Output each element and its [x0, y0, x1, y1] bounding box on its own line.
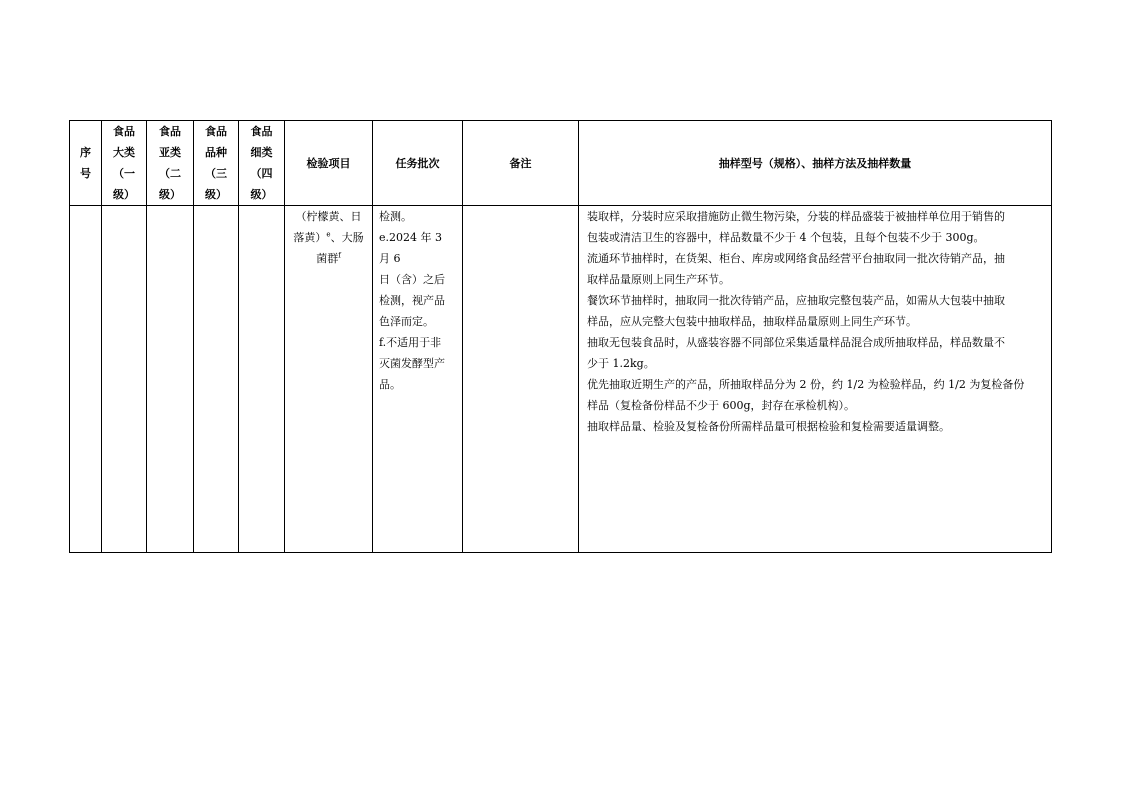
task-batch-line: 检测。: [379, 210, 412, 223]
inspection-item-line: 落黄）$^e$、大肠: [293, 230, 364, 244]
sampling-method-line: 抽取无包装食品时，从盛装容器不同部位采集适量样品混合成所抽取样品，样品数量不: [587, 336, 1005, 349]
header-category-level4: 食品 细类 （四 级）: [239, 121, 285, 206]
table-header-row: [70, 121, 1052, 206]
sampling-method-line: 餐饮环节抽样时，抽取同一批次待销产品，应抽取完整包装产品，如需从大包装中抽取: [587, 294, 1005, 307]
sampling-method-line: 优先抽取近期生产的产品，所抽取样品分为 2 份，约 1/2 为检验样品，约 1/2 为复检备份: [587, 378, 1025, 391]
task-batch-line: 色泽而定。: [379, 315, 434, 328]
task-batch-line: 日（含）之后: [379, 273, 445, 286]
cell-seq: [70, 206, 102, 553]
inspection-item-line: （柠檬黄、日: [295, 210, 362, 223]
cell-category-level4: [239, 206, 285, 553]
sampling-method-line: 取样品量原则上同生产环节。: [587, 273, 730, 286]
table-row: [70, 206, 1052, 553]
cell-sampling-method: [579, 206, 1052, 553]
cell-category-level2: [147, 206, 194, 553]
cell-category-level3: [194, 206, 239, 553]
cell-task-batch: [373, 206, 463, 553]
sampling-method-line: 样品（复检备份样品不少于 600g，封存在承检机构）。: [587, 399, 856, 412]
cell-category-level1: [102, 206, 147, 553]
cell-remarks: [463, 206, 579, 553]
cell-inspection-item: [285, 206, 373, 553]
header-category-level3: 食品 品种 （三 级）: [194, 121, 239, 206]
sampling-method-line: 抽取样品量、检验及复检备份所需样品量可根据检验和复检需要适量调整。: [587, 420, 950, 433]
header-category-level1: 食品 大类 （一 级）: [102, 121, 147, 206]
header-remarks: 备注: [463, 121, 579, 206]
sampling-method-line: 流通环节抽样时，在货架、柜台、库房或网络食品经营平台抽取同一批次待销产品，抽: [587, 252, 1005, 265]
header-category-level2: 食品 亚类 （二 级）: [147, 121, 194, 206]
sampling-table: [69, 120, 1052, 553]
sampling-method-line: 装取样，分装时应采取措施防止微生物污染，分装的样品盛装于被抽样单位用于销售的: [587, 210, 1005, 223]
header-inspection-item: 检验项目: [285, 121, 373, 206]
header-sampling-method: 抽样型号（规格）、抽样方法及抽样数量: [579, 121, 1052, 206]
task-batch-line: e.2024 年 3 月 6: [379, 231, 442, 265]
sampling-method-line: 包装或清洁卫生的容器中，样品数量不少于 4 个包装，且每个包装不少于 300g。: [587, 231, 985, 244]
inspection-item-line: 菌群$^f$: [316, 251, 341, 265]
sampling-method-line: 样品，应从完整大包装中抽取样品，抽取样品量原则上同生产环节。: [587, 315, 917, 328]
header-seq: 序 号: [70, 121, 102, 206]
header-task-batch: 任务批次: [373, 121, 463, 206]
footnote-mark: e: [326, 230, 331, 239]
sampling-method-line: 少于 1.2kg。: [587, 357, 655, 370]
task-batch-line: 检测，视产品: [379, 294, 445, 307]
task-batch-line: f.不适用于非: [379, 336, 442, 349]
task-batch-line: 品。: [379, 378, 401, 391]
footnote-mark: f: [338, 251, 341, 260]
task-batch-line: 灭菌发酵型产: [379, 357, 445, 370]
